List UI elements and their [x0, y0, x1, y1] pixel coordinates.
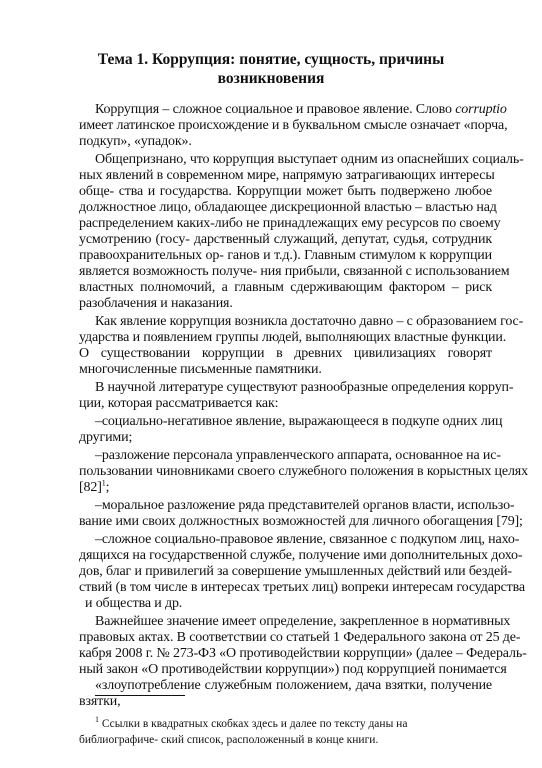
list-item-line: ствий (в том числе в интересах третьих лиц) вопреки интересам государства — [79, 580, 525, 595]
paragraph-line: обще- ства и государства. Коррупции может быть подвержено любое — [79, 184, 492, 199]
list-item-line: дящихся на государственной службе, получение ими дополнительных дохо- — [79, 548, 523, 563]
paragraph-line: правовых актах. В соответствии со статьей 1 Федерального закона от 25 де- — [79, 630, 521, 645]
paragraph-line: ции, которая рассматривается как: — [79, 396, 279, 411]
paragraph-line: В научной литературе существуют разнообразные определения корруп- — [95, 380, 514, 395]
footnote-text: Ссылки в квадратных скобках здесь и далее по тексту даны на — [101, 718, 408, 730]
paragraph-line: властных полномочий, а главным сдерживающим фактором – риск — [79, 280, 492, 295]
list-item-line: –социально-негативное явление, выражающееся в подкупе одних лиц — [95, 414, 503, 429]
paragraph-line: О существовании коррупции в древних цивилизациях говорят — [79, 346, 492, 361]
paragraph-line: является возможность получе- ния прибыли, связанной с использованием — [79, 264, 510, 279]
footnote-line: библиографиче- ский список, расположенный в конце книги. — [79, 734, 379, 746]
text-span: Коррупция – сложное социальное и правовое явление. Слово — [95, 102, 452, 117]
paragraph-line: ный закон «О противодействии коррупции») под коррупцией понимается — [79, 662, 507, 677]
footnote-line — [95, 717, 407, 731]
paragraph-line: Общепризнано, что коррупция выступает одним из опаснейших социаль- — [95, 152, 524, 167]
paragraph-line: правоохранительных ор- ганов и т.д.). Главным стимулом к коррупции — [79, 248, 492, 263]
list-item-line: дов, благ и привилегий за совершение умышленных действий или бездей- — [79, 564, 512, 579]
latin-word: corruptio — [455, 102, 507, 117]
paragraph-line: должностное лицо, обладающее дискреционной властью – властью над — [79, 200, 497, 215]
footnote-marker: 1 — [95, 715, 99, 725]
paragraph-line: взятки, — [79, 694, 121, 709]
list-item-line: пользовании чиновниками своего служебного положения в корыстных целях — [79, 464, 528, 479]
list-item-line: вание ими своих должностных возможностей для личного обогащения [79]; — [79, 514, 523, 529]
paragraph-line: многочисленные письменные памятники. — [79, 362, 322, 377]
paragraph-line: кабря 2008 г. № 273-ФЗ «О противодействии коррупции» (далее – Федераль- — [79, 646, 527, 661]
paragraph-line: имеет латинское происхождение и в буквальном смысле означает «порча, — [79, 118, 508, 133]
list-item-line — [79, 480, 109, 496]
list-item-line: –сложное социально-правовое явление, связанное с подкупом лиц, нахо- — [95, 532, 520, 547]
list-item-line: другими; — [79, 430, 133, 445]
paragraph-line: Как явление коррупция возникла достаточно давно – с образованием гос- — [95, 314, 524, 329]
text-span: ; — [105, 480, 110, 495]
citation-text: [82] — [79, 480, 102, 495]
list-item-line: –моральное разложение ряда представителей органов власти, использо- — [95, 498, 515, 513]
paragraph-line: усмотрению (госу- дарственный служащий, депутат, судья, сотрудник — [79, 232, 492, 247]
chapter-title-line-1: Тема 1. Коррупция: понятие, сущность, причины — [97, 51, 445, 68]
paragraph-line: распределением каких-либо не принадлежащих ему ресурсов по своему — [79, 216, 501, 231]
list-item-line: и общества и др. — [85, 596, 183, 611]
paragraph-line: «злоупотребление служебным положением, дача взятки, получение — [95, 678, 492, 693]
paragraph-line: разоблачения и наказания. — [79, 296, 233, 311]
paragraph-line: подкуп», «упадок». — [79, 134, 192, 149]
chapter-title-line-2: возникновения — [217, 70, 325, 87]
paragraph-line: Важнейшее значение имеет определение, закрепленное в нормативных — [95, 614, 511, 629]
paragraph-line: ударства и появлением группы людей, выполняющих властные функции. — [79, 330, 507, 345]
list-item-line: –разложение персонала управленческого аппарата, основанное на ис- — [95, 448, 501, 463]
paragraph-line — [95, 102, 507, 118]
footnote-marker: 1 — [101, 478, 106, 488]
paragraph-line: ных явлений в современном мире, напрямую затрагивающих интересы — [79, 168, 495, 183]
